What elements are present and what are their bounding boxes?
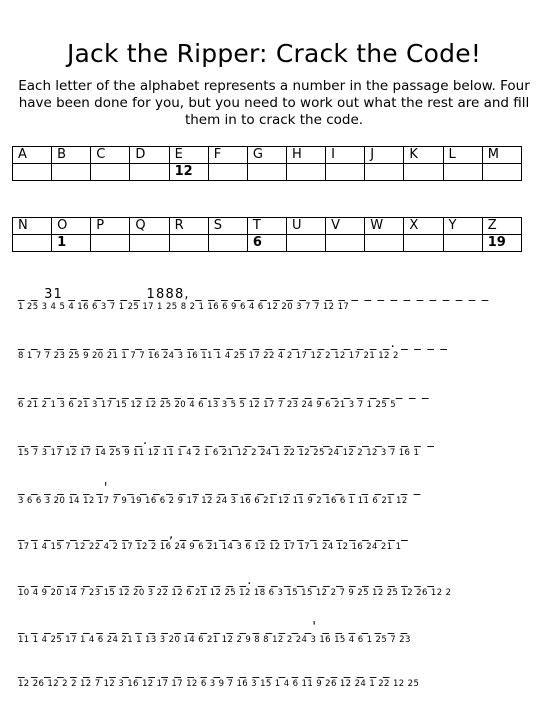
key-letter: C [91,147,130,164]
code-numbers: 17 1 4 15 7 12 22 4 2 17 12 2 16 24 9 6 21 14 3 6 12 12 17 17 1 24 12 16 24 21 1 [18,542,402,552]
key-number-cell[interactable] [169,235,208,252]
coded-line [18,482,421,506]
key-number-cell[interactable] [404,235,443,252]
key-numbers-row [13,164,522,181]
key-letters-row [13,147,522,164]
key-letter: M [482,147,521,164]
key-number-cell[interactable]: 6 [247,235,286,252]
key-letter: A [13,147,52,164]
key-number-cell[interactable] [365,235,404,252]
key-number-cell[interactable] [443,164,482,181]
code-numbers: 12 26 12 2 2 12 7 12 3 16 12 17 17 12 6 3 9 7 16 3 15 1 4 6 11 9 26 12 24 1 22 12 25 [18,679,420,689]
key-letter: K [404,147,443,164]
key-letter: T [247,218,286,235]
key-number-cell[interactable] [326,164,365,181]
key-letter: J [365,147,404,164]
key-letters-row [13,218,522,235]
key-letter: X [404,218,443,235]
coded-line [18,665,419,689]
key-letter: W [365,218,404,235]
key-letter: S [208,218,247,235]
answer-blanks[interactable]: _ _ 31 _ _ _ _ _ _ 1888, _ _ _ _ _ _ _ _ _ _ _ _ _ _ _ _ _ _ _ _ _ _ _ [18,287,490,302]
code-numbers: 3 6 6 3 20 14 12 17 7 9 19 16 6 2 9 17 12 24 3 16 6 21 12 11 9 2 16 6 1 11 6 21 12 [18,496,408,506]
key-number-cell[interactable] [130,235,169,252]
key-number-cell[interactable] [247,164,286,181]
code-numbers: 10 4 9 20 14 7 23 15 12 20 3 22 12 6 21 12 25 12 18 6 3 15 15 12 2 7 9 25 12 25 12 26 12 2 [18,588,452,598]
key-letter: I [326,147,365,164]
key-letter: Z [482,218,521,235]
key-numbers-row [13,235,522,252]
key-number-cell[interactable]: 1 [52,235,91,252]
key-number-cell[interactable] [365,164,404,181]
answer-blanks[interactable]: _ _ _ _ _ _ _ _ _ _ _ _ _ _ _ _ _ _ _ _ _ _ _ _ _ _ _ _ _ _ _ _ [18,385,430,400]
key-letter: G [247,147,286,164]
key-letter: E [169,147,208,164]
key-number-cell[interactable] [208,164,247,181]
key-letter: P [91,218,130,235]
key-number-cell[interactable] [286,164,325,181]
answer-blanks[interactable]: _ _ _ _ _ _ _ _ _ _ _ _ _ _ _ _ _ _ _ _ _ _ _ _ _ _ _ _ _ [18,664,391,679]
key-number-cell[interactable]: 12 [169,164,208,181]
answer-blanks[interactable]: _ _ _ _ _ _ _ _ _ _ _ _, _ _ _ _ _ _ _ _ _ _ _ _ _ _ _ _ _ _ [18,527,409,542]
key-letter: V [326,218,365,235]
code-numbers: 11 1 4 25 17 1 4 6 24 21 1 13 3 20 14 6 21 12 2 9 8 8 12 2 24 3 16 15 4 6 1 25 7 23 [18,635,411,645]
key-letter: Q [130,218,169,235]
coded-line [18,434,435,458]
key-letter: Y [443,218,482,235]
key-number-cell[interactable] [52,164,91,181]
coded-line [18,386,430,410]
key-letter: U [286,218,325,235]
answer-blanks[interactable]: _ _ _ _ _ _ _ _ _ _. _ _ _ _ _ _ _ _ _ _ _ _ _ _ _ _ _ _ _ _ _ _ [18,433,436,448]
key-letter: D [130,147,169,164]
key-letter: B [52,147,91,164]
cipher-key-table-a-to-m [12,146,522,181]
coded-line [18,621,411,645]
coded-line [18,337,448,361]
key-number-cell[interactable] [13,235,52,252]
key-number-cell[interactable] [208,235,247,252]
key-number-cell[interactable] [443,235,482,252]
answer-blanks[interactable]: _ _ _ _ _ _ _ _ _ _ _ _ _ _ _ _ _ _ _ _ _ _ _' _ _ _ _ _ _ _ [18,620,409,635]
key-number-cell[interactable]: 19 [482,235,521,252]
key-letter: R [169,218,208,235]
page-title: Jack the Ripper: Crack the Code! [66,39,482,68]
key-letter: L [443,147,482,164]
code-numbers: 15 7 3 17 12 17 14 25 9 11 12 11 1 4 2 1 6 21 12 2 24 1 22 12 25 24 12 2 12 3 7 16 1 [18,448,420,458]
code-numbers: 8 1 7 7 23 25 9 20 21 1 7 7 16 24 3 16 11 1 4 25 17 22 4 2 17 12 2 12 17 21 12 2 [18,351,399,361]
cipher-key-table-n-to-z [12,217,522,252]
key-number-cell[interactable] [286,235,325,252]
answer-blanks[interactable]: _ _ _ _ _ _ _' _ _ _ _ _ _ _ _ _ _ _ _ _ _ _ _ _ _ _ _ _ _ _ _ [18,481,422,496]
key-letter: N [13,218,52,235]
coded-line [18,288,490,312]
instructions: Each letter of the alphabet represents a number in the passage below. Four have been done for you, but you need to work out what the rest are and fill them in to crack the code. [18,78,530,128]
key-number-cell[interactable] [130,164,169,181]
coded-line [18,528,409,552]
code-numbers: 1 25 3 4 5 4 16 6 3 7 1 25 17 1 25 8 2 1 16 6 9 6 4 6 12 20 3 7 7 12 17 [18,302,350,312]
key-letter: O [52,218,91,235]
answer-blanks[interactable]: _ _ _ _ _ _ _ _ _ _ _ _ _ _ _ _ _ _. _ _ _ _ _ _ _ _ _ _ _ _ _ _ [18,573,436,588]
key-number-cell[interactable] [13,164,52,181]
key-number-cell[interactable] [326,235,365,252]
key-letter: F [208,147,247,164]
key-letter: H [286,147,325,164]
answer-blanks[interactable]: _ _ _ _ _ _ _ _ _ _ _ _ _ _ _ _ _ _ _ _ _ _ _ _ _ _ _ _ _. _ _ _ _ [18,336,449,351]
coded-line [18,574,451,598]
key-number-cell[interactable] [91,235,130,252]
key-number-cell[interactable] [404,164,443,181]
code-numbers: 6 21 2 1 3 6 21 3 17 15 12 12 25 20 4 6 13 3 5 5 12 17 7 23 24 9 6 21 3 7 1 25 5 [18,400,397,410]
key-number-cell[interactable] [91,164,130,181]
key-number-cell[interactable] [482,164,521,181]
